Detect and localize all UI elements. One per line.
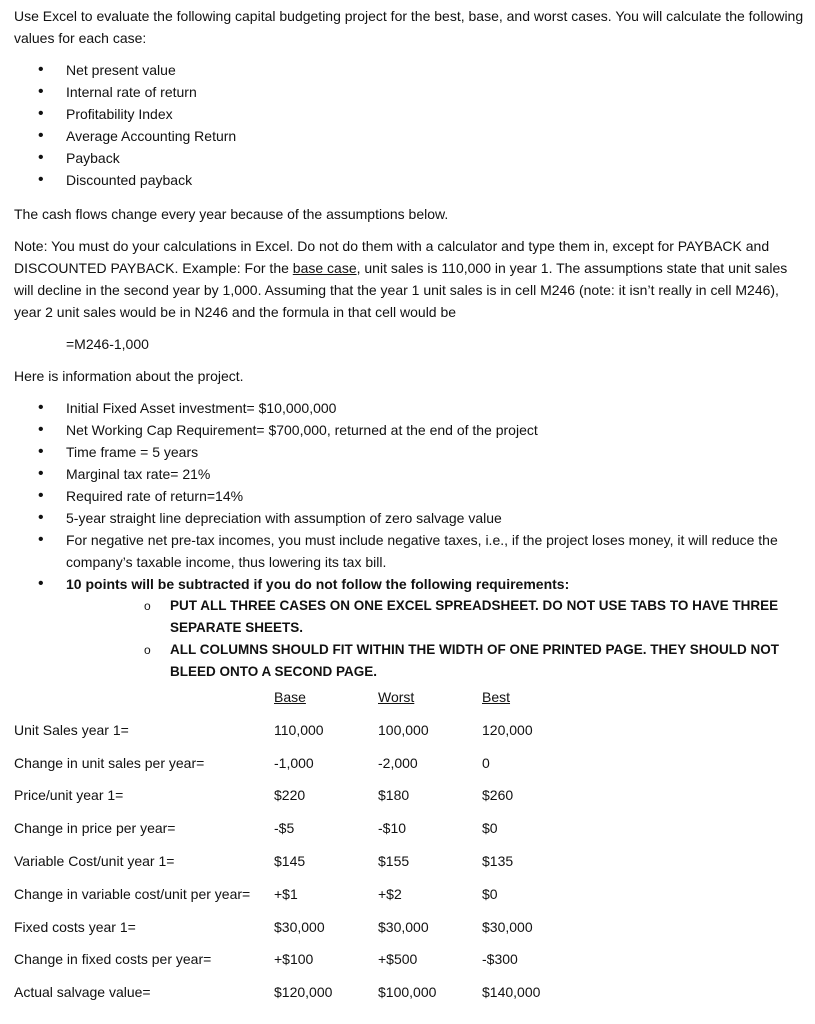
assumptions-table [14,686,804,1014]
requirements-item [14,573,804,683]
cash-flows-note: The cash flows change every year because of the assumptions below. [14,206,449,222]
cell-worst: $30,000 [378,918,429,935]
note-text-part1: Note: You must do your calculations in Excel. Do not do them with a calculator and type them in, except for PAYBACK and DISCOUNTED PAYBACK. Example: For the [14,238,770,276]
cell-base: 110,000 [274,721,324,738]
list-item: • Discounted payback [14,169,804,191]
note-text-part2: , unit sales is 110,000 in year 1. The assumptions state that unit sales will decline in the second year by 1,000. Assuming that the year 1 unit sales is in cell M246 (note: it isn’t really in cell M246), year 2 unit sales would be in N246 and the formula in that cell would be [14,260,788,320]
row-label: Variable Cost/unit year 1= [14,852,175,869]
list-item: • Net present value [14,59,804,81]
header-worst: Worst [378,689,415,705]
calculation-note [14,235,804,323]
list-item: • Profitability Index [14,103,804,125]
table-row [14,916,804,949]
cell-base: -1,000 [274,754,314,771]
list-item: • Net Working Cap Requirement= $700,000, returned at the end of the project [14,419,804,441]
table-body [14,719,804,1014]
cell-worst: +$500 [378,951,418,968]
cell-worst: $155 [378,852,410,869]
cell-best: $260 [482,787,514,804]
row-label: Unit Sales year 1= [14,721,129,738]
note-underlined-text: base case [292,260,357,276]
cell-base: $220 [274,787,306,804]
requirements-list [66,595,804,683]
example-formula: =M246-1,000 [66,336,149,352]
list-item: • Initial Fixed Asset investment= $10,000,000 [14,397,804,419]
cell-worst: 100,000 [378,721,429,738]
table-row [14,752,804,785]
cell-best: $30,000 [482,918,533,935]
cell-base: +$1 [274,885,298,902]
row-label: Change in variable cost/unit per year= [14,885,251,902]
cell-base: -$5 [274,820,295,837]
table-row [14,784,804,817]
row-label: Price/unit year 1= [14,787,124,804]
requirement-item: o PUT ALL THREE CASES ON ONE EXCEL SPREADSHEET. DO NOT USE TABS TO HAVE THREE SEPARATE SHEETS. [66,595,804,639]
list-item: • Required rate of return=14% [14,485,804,507]
cell-best: $135 [482,852,514,869]
table-row [14,883,804,916]
info-heading: Here is information about the project. [14,368,244,384]
cell-worst: -2,000 [378,754,418,771]
row-label: Actual salvage value= [14,984,151,1001]
intro-text: Use Excel to evaluate the following capital budgeting project for the best, base, and worst cases. You will calculate the following values for each case: [14,8,804,46]
header-base: Base [274,689,306,705]
table-row [14,850,804,883]
row-label: Change in price per year= [14,820,176,837]
table-row [14,817,804,850]
list-item: • 5-year straight line depreciation with assumption of zero salvage value [14,507,804,529]
list-item: • Payback [14,147,804,169]
requirements-heading: 10 points will be subtracted if you do not follow the following requirements: [66,576,570,592]
header-best: Best [482,689,511,705]
cell-base: $120,000 [274,984,333,1001]
table-row [14,719,804,752]
list-item: • Time frame = 5 years [14,441,804,463]
list-item: • Internal rate of return [14,81,804,103]
cell-best: -$300 [482,951,518,968]
document-body [14,5,804,695]
cell-worst: -$10 [378,820,407,837]
cell-worst: $100,000 [378,984,437,1001]
cell-worst: $180 [378,787,410,804]
table-row [14,948,804,981]
cell-worst: +$2 [378,885,402,902]
cell-best: $0 [482,820,498,837]
table-row [14,981,804,1014]
cell-base: +$100 [274,951,314,968]
list-item: • For negative net pre-tax incomes, you must include negative taxes, i.e., if the project loses money, it will reduce the company’s taxable income, thus lowering its tax bill. [14,529,804,573]
cell-base: $30,000 [274,918,325,935]
project-info-list [14,397,804,683]
values-list [14,59,804,191]
list-item: • Average Accounting Return [14,125,804,147]
cell-best: $0 [482,885,498,902]
row-label: Change in fixed costs per year= [14,951,212,968]
row-label: Fixed costs year 1= [14,918,136,935]
cell-best: $140,000 [482,984,541,1001]
list-item: • Marginal tax rate= 21% [14,463,804,485]
cell-best: 120,000 [482,721,533,738]
row-label: Change in unit sales per year= [14,754,205,771]
cell-base: $145 [274,852,306,869]
table-header-row [14,686,804,719]
requirement-item: o ALL COLUMNS SHOULD FIT WITHIN THE WIDTH OF ONE PRINTED PAGE. THEY SHOULD NOT BLEED ONTO A SECOND PAGE. [66,639,804,683]
cell-best: 0 [482,754,490,771]
